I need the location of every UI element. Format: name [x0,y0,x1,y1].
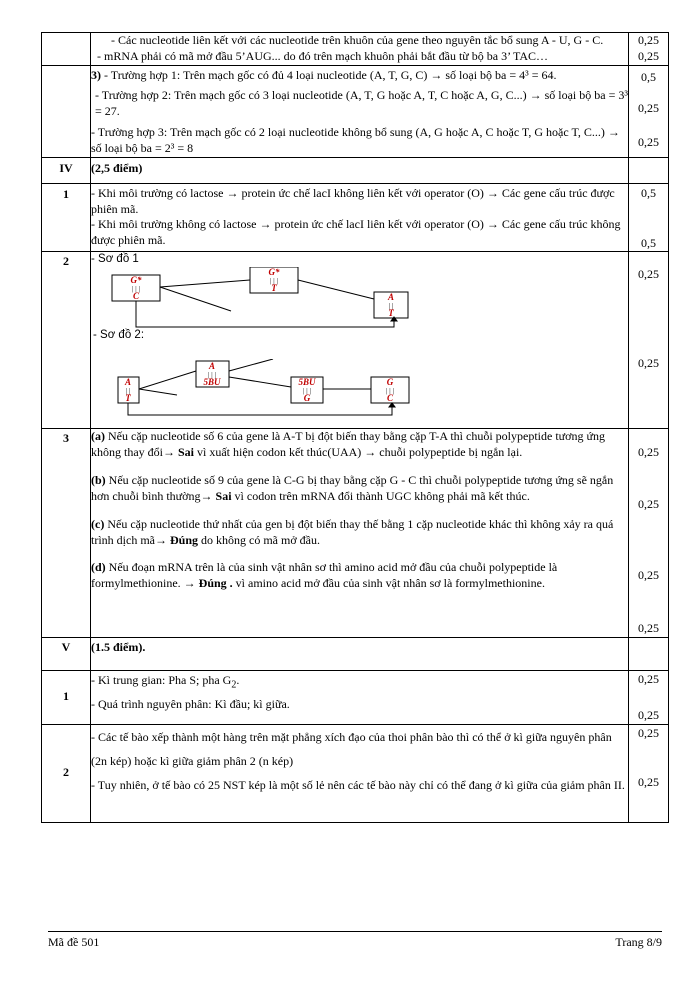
answer-key-table [41,32,669,823]
row-v-1 [42,670,669,724]
d2-b4-top: G [386,377,394,388]
d1-b1-bot: C [132,291,140,302]
d2-b2-mid: | | | [208,371,216,380]
reason: do không có mã mở đầu. [198,532,320,547]
mitosis-line: - Quá trình nguyên phân: Kì đầu; kì giữa. [91,697,290,712]
score: 0,25 [638,497,659,512]
score: 0,25 [638,620,659,635]
conclusion-line: - Tuy nhiên, ở tế bào có 25 NST kép là một số lẻ nên các tế bào này chỉ có thể đang ở kì giữa của giảm phân II. [91,777,625,792]
section-number: V [42,637,91,670]
tag: (d) [91,560,106,575]
section-number: IV [42,157,91,183]
score: 0,25 [638,725,659,740]
verdict: Sai [215,488,232,503]
diagram-2 [117,359,437,421]
reason: vì amino acid mở đầu của sinh vật nhân sơ là formylmethionine. [232,576,545,591]
statement-b [91,473,628,505]
d1-b3-top: A [387,292,395,303]
score: 0,5 [641,185,656,200]
row-codon-cases [42,65,669,157]
row-iv-2 [42,252,669,429]
verdict: Đúng . [198,576,233,591]
d2-box-3 [291,377,323,403]
statement-a [91,429,628,461]
d2-b1-top: A [124,377,132,388]
exam-code: Mã đề 501 [48,935,100,949]
lactose-absent: - Khi môi trường không có lactose → protein ức chế lacI liên kết với operator (O) → Các gene cấu trúc không được phiên mã. [91,217,621,248]
d2-b3-top: 5BU [298,377,316,388]
statement-text: Nếu cặp nucleotide thứ nhất của gen bị đột biến thay thế bằng 1 cặp nucleotide khác thì không xảy ra quá trình dịch mã→ [91,516,614,547]
statement-d [91,560,628,592]
score: 0,25 [638,356,659,371]
tag: (b) [91,473,106,488]
case-3: - Trường hợp 3: Trên mạch gốc có 2 loại nucleotide không bổ sung (A, G hoặc A, C hoặc T, G hoặc T, C...) → số loại bộ ba = 2³ = 8 [91,125,620,155]
d2-box-2 [196,361,229,387]
diagram-1-label: - Sơ đồ 1 [91,253,139,266]
score: 0,25 [638,445,659,460]
metaphase-line: - Các tế bào xếp thành một hàng trên mặt phẳng xích đạo của thoi phân bào thì có thể ở kì giữa nguyên phân (2n kép) hoặc kì giữa giảm phân 2 (n kép) [91,729,612,768]
page-footer [48,931,662,949]
interphase-line [91,673,628,692]
case-1-text: - Trường hợp 1: Trên mạch gốc có đủ 4 loại nucleotide (A, T, G, C) → số loại bộ ba = 4³ = 64. [101,67,557,82]
section-points: (1.5 điểm). [91,637,629,670]
score: 0,25 [638,568,659,583]
d2-b1-mid: | | [125,387,131,396]
period: . [236,672,240,687]
row-mrna-rules [42,33,669,66]
d1-box-3 [374,292,408,318]
d1-b1-top: G* [130,275,142,286]
score: 0,5 [641,235,656,250]
d1-b3-mid: | | [388,302,394,311]
statement-text: Nếu đoạn mRNA trên là của sinh vật nhân sơ thì amino acid mở đầu của chuỗi polypeptide là formylmethionine. → [91,560,558,591]
diagram-2-label: - Sơ đồ 2: [93,329,145,342]
d2-b2-top: A [208,361,216,372]
reason: vì xuất hiện codon kết thúc(UAA) → chuỗi polypeptide bị ngắn lại. [194,445,523,460]
d1-b2-mid: | | | [270,277,278,286]
d1-b2-bot: T [271,283,277,294]
verdict: Đúng [169,532,198,547]
d1-b2-top: G* [268,267,280,278]
question-number: 3 [42,429,91,637]
d2-b3-bot: G [303,393,311,404]
line-complementary: - Các nucleotide liên kết với các nucleotide trên khuôn của gene theo nguyên tắc bổ sung A - U, G - C. [111,33,604,47]
subscript: 2 [231,679,237,691]
question-number: 1 [42,183,91,252]
score: 0,25 [638,33,659,47]
score: 0,25 [638,267,659,282]
verdict: Sai [178,445,195,460]
line-start-codon: - mRNA phải có mã mở đầu 5’AUG... do đó trên mạch khuôn phải bắt đầu từ bộ ba 3’ TAC… [97,48,549,63]
question-number: 2 [42,252,91,429]
d2-b2-bot: 5BU [203,377,221,388]
question-number: 1 [42,670,91,724]
case-1-number: 3) [91,67,101,82]
row-iv-3 [42,429,669,637]
case-2: - Trường hợp 2: Trên mạch gốc có 3 loại nucleotide (A, T, G hoặc A, T, C hoặc A, G, C...) → số loại bộ ba = 3³ = 27. [95,88,628,119]
score: 0,25 [638,101,659,116]
d1-box-1 [112,275,160,301]
row-iv-1 [42,183,669,252]
section-iv-header [42,157,669,183]
question-number: 2 [42,724,91,822]
tag: (c) [91,516,105,531]
d2-b1-bot: T [125,393,131,404]
score: 0,25 [638,774,659,789]
interphase-text: - Kì trung gian: Pha S; pha G [91,672,232,687]
d2-box-1 [118,377,139,403]
statement-text: Nếu cặp nucleotide số 9 của gene là C-G bị thay bằng cặp G - C thì chuỗi polypeptide tương ứng sẽ ngắn hơn chuỗi bình thường→ [91,473,614,503]
d2-b4-bot: C [386,393,394,404]
score: 0,25 [638,48,659,63]
d1-b1-mid: | | | [132,285,140,294]
statement-text: Nếu cặp nucleotide số 6 của gene là A-T bị đột biến thay bằng cặp T-A thì chuỗi polypeptide tương ứng không thay đổi→ [91,429,606,460]
score: 0,25 [638,135,659,150]
section-v-header [42,637,669,670]
section-points: (2,5 điểm) [91,157,629,183]
d1-box-2 [250,267,298,293]
tag: (a) [91,429,105,444]
diagram-1 [111,267,441,335]
row-v-2 [42,724,669,822]
reason: vì codon trên mRNA đổi thành UGC không phải mã kết thúc. [231,488,530,503]
d2-b3-mid: | | | [303,387,311,396]
score: 0,5 [641,69,656,84]
score: 0,25 [638,707,659,722]
d1-b3-bot: T [388,308,394,319]
d2-arrows [125,359,395,415]
d2-box-4 [371,377,409,403]
page-number: Trang 8/9 [615,935,662,949]
statement-c [91,517,628,549]
score: 0,25 [638,671,659,686]
case-1 [91,68,628,84]
d2-b4-mid: | | | [386,387,394,396]
lactose-present: - Khi môi trường có lactose → protein ức chế lacI không liên kết với operator (O) → Các gene cấu trúc được phiên mã. [91,185,615,216]
